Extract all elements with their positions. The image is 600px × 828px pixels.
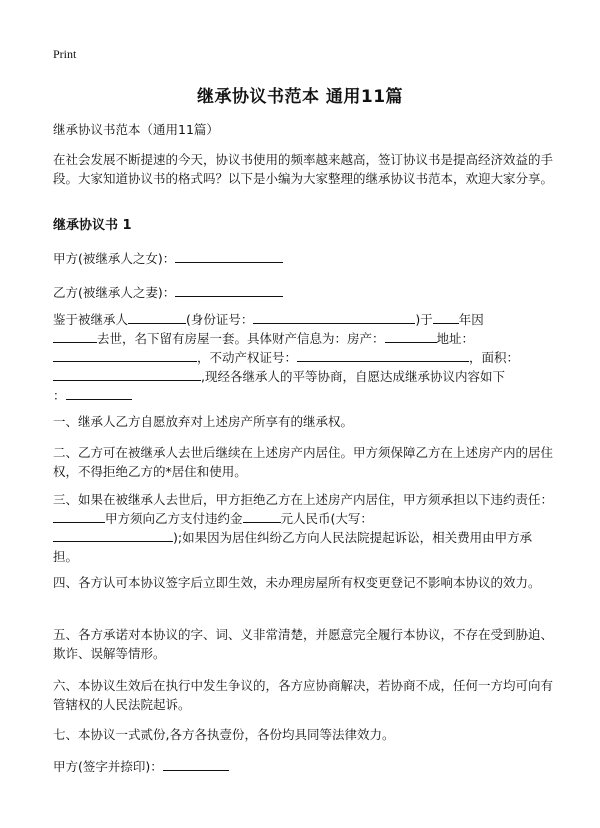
section-heading: 继承协议书 1 <box>53 218 132 233</box>
clause-3-text: 甲方须向乙方支付违约金 <box>105 511 243 526</box>
content-blank[interactable] <box>66 387 132 400</box>
document-subtitle: 继承协议书范本（通用11篇） <box>53 122 219 137</box>
property-blank[interactable] <box>385 330 437 343</box>
signature-blank[interactable] <box>163 758 229 771</box>
clause-3 <box>53 490 553 566</box>
clause-3-text: );如果因为居住纠纷乙方向人民法院提起诉讼，相关费用由甲方承担。 <box>53 530 533 564</box>
party-b-blank[interactable] <box>175 284 283 297</box>
print-link[interactable]: Print <box>53 47 77 61</box>
amount-uppercase-blank[interactable] <box>53 529 173 542</box>
clause-intro-text: ，不动产权证号： <box>197 350 298 365</box>
penalty-blank[interactable] <box>53 510 105 523</box>
amount-blank[interactable] <box>243 510 281 523</box>
clause-intro-text: 去世，名下留有房屋一套。具体财产信息为：房产： <box>97 331 385 346</box>
clause-6: 六、本协议生效后在执行中发生争议的，各方应协商解决，若协商不成，任何一方均可向有管辖权的人民法院起诉。 <box>53 678 554 712</box>
year-blank[interactable] <box>433 311 459 324</box>
intro-paragraph: 在社会发展不断提速的今天，协议书使用的频率越来越高，签订协议书是提高经济效益的手段。大家知道协议书的格式吗？以下是小编为大家整理的继承协议书范本，欢迎大家分享。 <box>53 152 554 186</box>
clause-1: 一、继承人乙方自愿放弃对上述房产所享有的继承权。 <box>53 414 354 429</box>
signature-line <box>53 757 553 776</box>
address-blank[interactable] <box>53 349 197 362</box>
clause-7: 七、本协议一式贰份,各方各执壹份，各份均具同等法律效力。 <box>53 727 395 742</box>
clause-intro-text: ： <box>53 388 66 403</box>
party-b-label: 乙方(被继承人之妻)： <box>53 285 176 300</box>
area-blank[interactable] <box>53 368 201 381</box>
clause-intro-text: )于 <box>415 312 433 327</box>
clause-5: 五、各方承诺对本协议的字、词、义非常清楚，并愿意完全履行本协议，不存在受到胁迫、欺诈、误解等情形。 <box>53 627 554 661</box>
clause-2: 二、乙方可在被继承人去世后继续在上述房产内居住。甲方须保障乙方在上述房产内的居住权，不得拒绝乙方的*居住和使用。 <box>53 445 554 479</box>
clause-intro-text: ,现经各继承人的平等协商，自愿达成继承协议内容如下 <box>201 369 505 384</box>
clause-intro-text: 年因 <box>458 312 484 327</box>
party-b-line <box>53 283 553 302</box>
party-a-blank[interactable] <box>175 250 283 263</box>
id-number-blank[interactable] <box>253 311 415 324</box>
party-a-line <box>53 249 553 268</box>
clause-intro-text: 鉴于被继承人 <box>53 312 129 327</box>
clause-4: 四、各方认可本协议签字后立即生效，未办理房屋所有权变更登记不影响本协议的效力。 <box>53 575 541 590</box>
clause-intro <box>53 310 553 405</box>
signature-label: 甲方(签字并捺印)： <box>53 759 163 774</box>
party-a-label: 甲方(被继承人之女)： <box>53 251 176 266</box>
clause-intro-text: ，面积： <box>469 350 520 365</box>
deceased-name-blank[interactable] <box>128 311 186 324</box>
clause-intro-text: (身份证号： <box>186 312 254 327</box>
document-title: 继承协议书范本 通用11篇 <box>196 87 404 107</box>
clause-3-text: 元人民币(大写： <box>280 511 373 526</box>
clause-intro-text: 地址： <box>436 331 475 346</box>
certificate-blank[interactable] <box>297 349 469 362</box>
cause-blank[interactable] <box>53 330 97 343</box>
clause-3-text: 三、如果在被继承人去世后，甲方拒绝乙方在上述房产内居住，甲方须承担以下违约责任： <box>53 492 554 507</box>
